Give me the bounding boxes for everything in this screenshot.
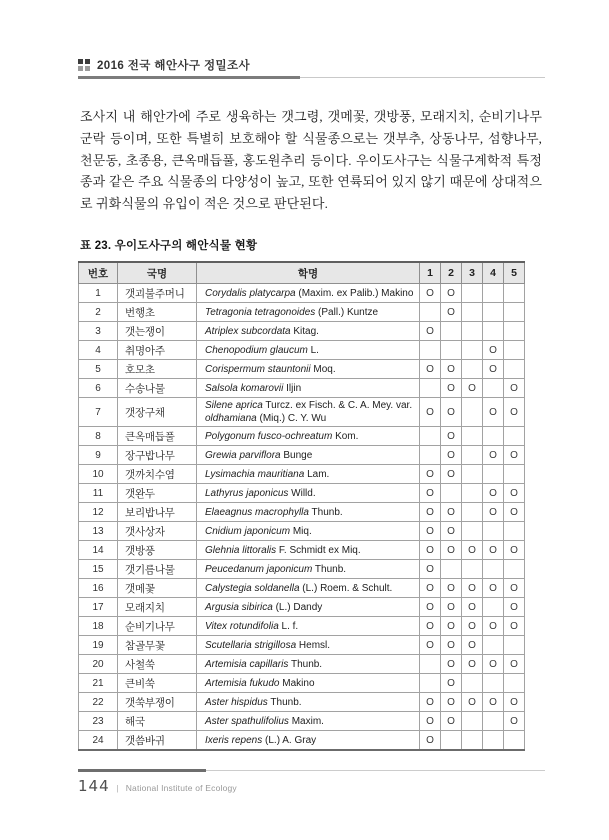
presence-mark-site-1: O <box>420 541 441 560</box>
table-row <box>79 579 525 598</box>
presence-mark-site-1: O <box>420 579 441 598</box>
presence-mark-site-1: O <box>420 731 441 751</box>
presence-mark-site-1 <box>420 427 441 446</box>
coastal-plants-table <box>78 261 525 751</box>
korean-name: 갯장구채 <box>118 398 197 427</box>
korean-name: 수송나물 <box>118 379 197 398</box>
row-number: 19 <box>79 636 118 655</box>
row-number: 1 <box>79 284 118 303</box>
header-rule-dark <box>78 76 300 79</box>
presence-mark-site-3 <box>462 674 483 693</box>
presence-mark-site-4 <box>483 284 504 303</box>
institute-name: National Institute of Ecology <box>125 783 237 793</box>
footer-rule <box>78 769 545 772</box>
table-row <box>79 446 525 465</box>
scientific-name: Argusia sibirica (L.) Dandy <box>197 598 420 617</box>
korean-name: 갯는쟁이 <box>118 322 197 341</box>
footer-separator: | <box>116 784 119 793</box>
presence-mark-site-2: O <box>441 379 462 398</box>
presence-mark-site-5: O <box>504 598 525 617</box>
row-number: 21 <box>79 674 118 693</box>
table-row <box>79 360 525 379</box>
presence-mark-site-1: O <box>420 322 441 341</box>
presence-mark-site-5 <box>504 284 525 303</box>
korean-name: 취명아주 <box>118 341 197 360</box>
table-header-row <box>79 262 525 284</box>
presence-mark-site-5 <box>504 322 525 341</box>
presence-mark-site-5 <box>504 465 525 484</box>
presence-mark-site-2 <box>441 341 462 360</box>
table-row <box>79 379 525 398</box>
presence-mark-site-5: O <box>504 446 525 465</box>
presence-mark-site-5: O <box>504 712 525 731</box>
presence-mark-site-2 <box>441 731 462 751</box>
presence-mark-site-2: O <box>441 674 462 693</box>
presence-mark-site-2: O <box>441 503 462 522</box>
presence-mark-site-4 <box>483 731 504 751</box>
table-row <box>79 731 525 751</box>
korean-name: 번행초 <box>118 303 197 322</box>
table-row <box>79 712 525 731</box>
presence-mark-site-5: O <box>504 655 525 674</box>
presence-mark-site-5 <box>504 522 525 541</box>
row-number: 14 <box>79 541 118 560</box>
presence-mark-site-3 <box>462 731 483 751</box>
footer-rule-light <box>206 770 545 771</box>
row-number: 15 <box>79 560 118 579</box>
presence-mark-site-2: O <box>441 398 462 427</box>
presence-mark-site-2: O <box>441 284 462 303</box>
table-caption: 표 23. 우이도사구의 해안식물 현황 <box>80 240 258 252</box>
presence-mark-site-2: O <box>441 303 462 322</box>
presence-mark-site-5 <box>504 427 525 446</box>
presence-mark-site-3: O <box>462 579 483 598</box>
table-row <box>79 636 525 655</box>
page-number: 144 <box>78 777 110 795</box>
presence-mark-site-4 <box>483 560 504 579</box>
report-title: 2016 전국 해안사구 정밀조사 <box>97 60 251 72</box>
korean-name: 큰비쑥 <box>118 674 197 693</box>
table-row <box>79 322 525 341</box>
scientific-name: Tetragonia tetragonoides (Pall.) Kuntze <box>197 303 420 322</box>
korean-name: 사철쑥 <box>118 655 197 674</box>
korean-name: 갯까치수염 <box>118 465 197 484</box>
table-row <box>79 341 525 360</box>
presence-mark-site-1: O <box>420 693 441 712</box>
presence-mark-site-2: O <box>441 636 462 655</box>
presence-mark-site-4: O <box>483 541 504 560</box>
presence-mark-site-5 <box>504 360 525 379</box>
scientific-name: Corispermum stauntonii Moq. <box>197 360 420 379</box>
row-number: 20 <box>79 655 118 674</box>
presence-mark-site-2: O <box>441 465 462 484</box>
presence-mark-site-1 <box>420 341 441 360</box>
presence-mark-site-4 <box>483 598 504 617</box>
korean-name: 갯메꽃 <box>118 579 197 598</box>
scientific-name: Silene aprica Turcz. ex Fisch. & C. A. Mey. var. oldhamiana (Miq.) C. Y. Wu <box>197 398 420 427</box>
table-row <box>79 617 525 636</box>
scientific-name: Artemisia fukudo Makino <box>197 674 420 693</box>
presence-mark-site-3 <box>462 712 483 731</box>
scientific-name: Polygonum fusco-ochreatum Kom. <box>197 427 420 446</box>
presence-mark-site-3 <box>462 427 483 446</box>
row-number: 17 <box>79 598 118 617</box>
presence-mark-site-5 <box>504 636 525 655</box>
presence-mark-site-2 <box>441 322 462 341</box>
presence-mark-site-4: O <box>483 398 504 427</box>
presence-mark-site-2: O <box>441 522 462 541</box>
korean-name: 해국 <box>118 712 197 731</box>
presence-mark-site-3: O <box>462 655 483 674</box>
presence-mark-site-1: O <box>420 398 441 427</box>
row-number: 18 <box>79 617 118 636</box>
dots-grid-icon <box>78 59 90 71</box>
table-row <box>79 693 525 712</box>
korean-name: 갯쑥부쟁이 <box>118 693 197 712</box>
species-table <box>78 261 525 751</box>
presence-mark-site-1: O <box>420 560 441 579</box>
row-number: 11 <box>79 484 118 503</box>
scientific-name: Salsola komarovii Iljin <box>197 379 420 398</box>
presence-mark-site-4: O <box>483 341 504 360</box>
presence-mark-site-4 <box>483 522 504 541</box>
scientific-name: Glehnia littoralis F. Schmidt ex Miq. <box>197 541 420 560</box>
presence-mark-site-5 <box>504 674 525 693</box>
presence-mark-site-4 <box>483 427 504 446</box>
table-row <box>79 303 525 322</box>
presence-mark-site-1 <box>420 446 441 465</box>
header-rule <box>78 76 545 79</box>
presence-mark-site-3: O <box>462 598 483 617</box>
row-number: 7 <box>79 398 118 427</box>
korean-name: 갯완두 <box>118 484 197 503</box>
presence-mark-site-4 <box>483 379 504 398</box>
korean-name: 장구밥나무 <box>118 446 197 465</box>
scientific-name: Vitex rotundifolia L. f. <box>197 617 420 636</box>
col-header-site-4: 4 <box>483 262 504 284</box>
scientific-name: Chenopodium glaucum L. <box>197 341 420 360</box>
presence-mark-site-3: O <box>462 379 483 398</box>
col-header-site-5: 5 <box>504 262 525 284</box>
korean-name: 갯기름나물 <box>118 560 197 579</box>
scientific-name: Aster spathulifolius Maxim. <box>197 712 420 731</box>
presence-mark-site-2: O <box>441 693 462 712</box>
page-header <box>78 57 250 73</box>
presence-mark-site-1 <box>420 674 441 693</box>
col-header-scientific-name: 학명 <box>197 262 420 284</box>
table-row <box>79 560 525 579</box>
korean-name: 모래지치 <box>118 598 197 617</box>
row-number: 2 <box>79 303 118 322</box>
presence-mark-site-4 <box>483 712 504 731</box>
presence-mark-site-3 <box>462 465 483 484</box>
presence-mark-site-5 <box>504 560 525 579</box>
korean-name: 참골무꽃 <box>118 636 197 655</box>
scientific-name: Cnidium japonicum Miq. <box>197 522 420 541</box>
col-header-site-2: 2 <box>441 262 462 284</box>
presence-mark-site-1: O <box>420 465 441 484</box>
scientific-name: Aster hispidus Thunb. <box>197 693 420 712</box>
presence-mark-site-1: O <box>420 636 441 655</box>
presence-mark-site-2: O <box>441 360 462 379</box>
presence-mark-site-2: O <box>441 655 462 674</box>
presence-mark-site-4: O <box>483 579 504 598</box>
scientific-name: Peucedanum japonicum Thunb. <box>197 560 420 579</box>
row-number: 5 <box>79 360 118 379</box>
presence-mark-site-4: O <box>483 484 504 503</box>
scientific-name: Lysimachia mauritiana Lam. <box>197 465 420 484</box>
scientific-name: Calystegia soldanella (L.) Roem. & Schult. <box>197 579 420 598</box>
presence-mark-site-1: O <box>420 503 441 522</box>
presence-mark-site-4: O <box>483 693 504 712</box>
presence-mark-site-2 <box>441 560 462 579</box>
presence-mark-site-4 <box>483 465 504 484</box>
species-table-body <box>79 284 525 751</box>
korean-name: 보리밥나무 <box>118 503 197 522</box>
presence-mark-site-5: O <box>504 541 525 560</box>
row-number: 13 <box>79 522 118 541</box>
presence-mark-site-1: O <box>420 484 441 503</box>
presence-mark-site-5: O <box>504 579 525 598</box>
presence-mark-site-5 <box>504 341 525 360</box>
presence-mark-site-3 <box>462 284 483 303</box>
korean-name: 순비기나무 <box>118 617 197 636</box>
presence-mark-site-3: O <box>462 693 483 712</box>
presence-mark-site-2: O <box>441 427 462 446</box>
presence-mark-site-1: O <box>420 284 441 303</box>
table-row <box>79 655 525 674</box>
korean-name: 갯괴불주머니 <box>118 284 197 303</box>
presence-mark-site-4 <box>483 636 504 655</box>
table-row <box>79 522 525 541</box>
presence-mark-site-2: O <box>441 617 462 636</box>
presence-mark-site-3: O <box>462 541 483 560</box>
table-row <box>79 284 525 303</box>
scientific-name: Lathyrus japonicus Willd. <box>197 484 420 503</box>
presence-mark-site-5: O <box>504 617 525 636</box>
korean-name: 갯씀바귀 <box>118 731 197 751</box>
row-number: 22 <box>79 693 118 712</box>
presence-mark-site-4: O <box>483 655 504 674</box>
presence-mark-site-3 <box>462 484 483 503</box>
table-row <box>79 427 525 446</box>
row-number: 4 <box>79 341 118 360</box>
presence-mark-site-2 <box>441 484 462 503</box>
table-row <box>79 484 525 503</box>
presence-mark-site-2: O <box>441 712 462 731</box>
presence-mark-site-2: O <box>441 446 462 465</box>
presence-mark-site-1: O <box>420 712 441 731</box>
page-footer <box>78 777 237 795</box>
presence-mark-site-5: O <box>504 693 525 712</box>
presence-mark-site-3 <box>462 522 483 541</box>
row-number: 24 <box>79 731 118 751</box>
presence-mark-site-5 <box>504 731 525 751</box>
presence-mark-site-3 <box>462 303 483 322</box>
presence-mark-site-2: O <box>441 598 462 617</box>
presence-mark-site-4: O <box>483 360 504 379</box>
presence-mark-site-5: O <box>504 484 525 503</box>
row-number: 3 <box>79 322 118 341</box>
body-paragraph: 조사지 내 해안가에 주로 생육하는 갯그령, 갯메꽃, 갯방풍, 모래지치, 순비기나무 군락 등이며, 또한 특별히 보호해야 할 식물종으로는 갯부추, 상동나무, 섬향나무, 천문동, 초종용, 큰옥매듭풀, 홍도원추리 등이다. 우이도사구는 식물구계학적 특정종과 같은 주요 식물종의 다양성이 높고, 또한 연륙되어 있지 않기 때문에 상대적으로 귀화식물의 유입이 적은 것으로 판단된다. <box>80 109 542 212</box>
korean-name: 호모초 <box>118 360 197 379</box>
presence-mark-site-1 <box>420 303 441 322</box>
presence-mark-site-5: O <box>504 503 525 522</box>
table-row <box>79 541 525 560</box>
presence-mark-site-4 <box>483 303 504 322</box>
scientific-name: Atriplex subcordata Kitag. <box>197 322 420 341</box>
table-row <box>79 674 525 693</box>
presence-mark-site-3 <box>462 360 483 379</box>
korean-name: 큰옥매듭풀 <box>118 427 197 446</box>
row-number: 9 <box>79 446 118 465</box>
presence-mark-site-3 <box>462 560 483 579</box>
scientific-name: Artemisia capillaris Thunb. <box>197 655 420 674</box>
presence-mark-site-4: O <box>483 617 504 636</box>
scientific-name: Scutellaria strigillosa Hemsl. <box>197 636 420 655</box>
scientific-name: Elaeagnus macrophylla Thunb. <box>197 503 420 522</box>
table-row <box>79 465 525 484</box>
table-row <box>79 398 525 427</box>
presence-mark-site-4 <box>483 322 504 341</box>
col-header-site-1: 1 <box>420 262 441 284</box>
presence-mark-site-1 <box>420 655 441 674</box>
presence-mark-site-3: O <box>462 636 483 655</box>
footer-rule-dark <box>78 769 206 772</box>
table-row <box>79 503 525 522</box>
row-number: 23 <box>79 712 118 731</box>
presence-mark-site-1: O <box>420 598 441 617</box>
presence-mark-site-3 <box>462 446 483 465</box>
presence-mark-site-5 <box>504 303 525 322</box>
row-number: 6 <box>79 379 118 398</box>
table-row <box>79 598 525 617</box>
presence-mark-site-3: O <box>462 617 483 636</box>
presence-mark-site-4: O <box>483 446 504 465</box>
presence-mark-site-5: O <box>504 379 525 398</box>
presence-mark-site-4: O <box>483 503 504 522</box>
scientific-name: Corydalis platycarpa (Maxim. ex Palib.) Makino <box>197 284 420 303</box>
korean-name: 갯사상자 <box>118 522 197 541</box>
col-header-site-3: 3 <box>462 262 483 284</box>
presence-mark-site-3 <box>462 322 483 341</box>
row-number: 16 <box>79 579 118 598</box>
scientific-name: Ixeris repens (L.) A. Gray <box>197 731 420 751</box>
row-number: 8 <box>79 427 118 446</box>
scientific-name: Grewia parviflora Bunge <box>197 446 420 465</box>
header-rule-light <box>300 77 545 78</box>
presence-mark-site-3 <box>462 398 483 427</box>
presence-mark-site-3 <box>462 503 483 522</box>
presence-mark-site-3 <box>462 341 483 360</box>
presence-mark-site-2: O <box>441 541 462 560</box>
row-number: 10 <box>79 465 118 484</box>
korean-name: 갯방풍 <box>118 541 197 560</box>
col-header-number: 번호 <box>79 262 118 284</box>
presence-mark-site-5: O <box>504 398 525 427</box>
presence-mark-site-1: O <box>420 522 441 541</box>
col-header-korean-name: 국명 <box>118 262 197 284</box>
presence-mark-site-1: O <box>420 360 441 379</box>
presence-mark-site-1: O <box>420 617 441 636</box>
presence-mark-site-2: O <box>441 579 462 598</box>
presence-mark-site-4 <box>483 674 504 693</box>
presence-mark-site-1 <box>420 379 441 398</box>
row-number: 12 <box>79 503 118 522</box>
